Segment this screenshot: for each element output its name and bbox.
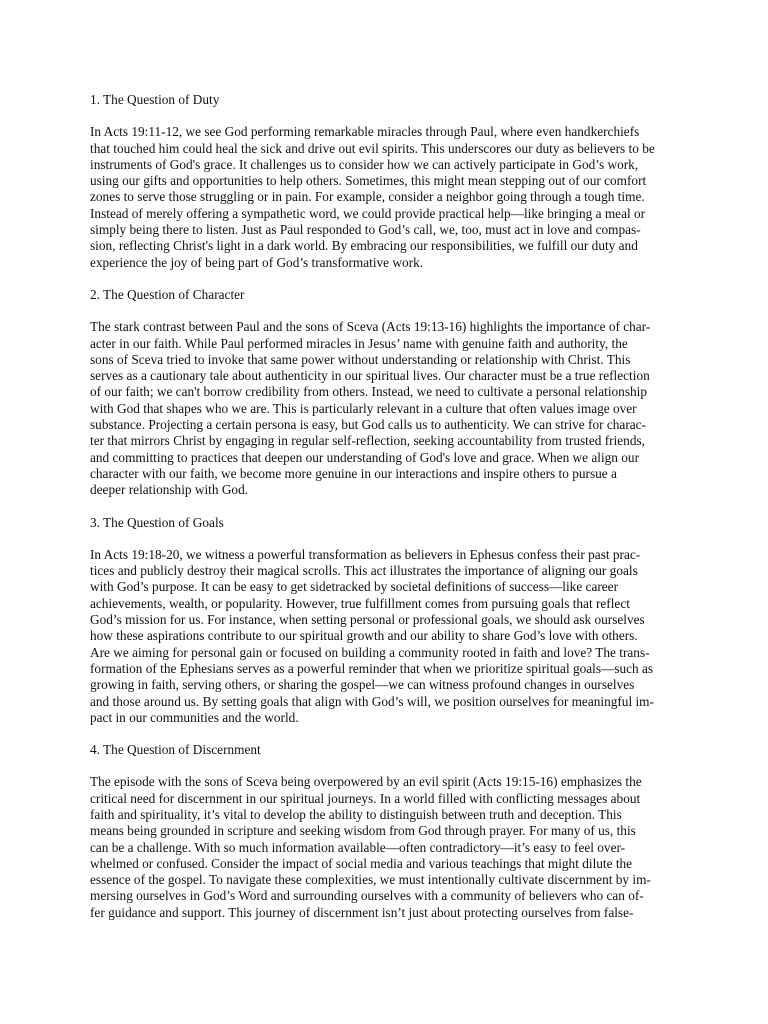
- paragraph-line: formation of the Ephesians serves as a powerful reminder that when we prioritize spiritual goals—such as: [90, 660, 654, 676]
- paragraph-line: with God that shapes who we are. This is particularly relevant in a culture that often values image over: [90, 400, 637, 416]
- paragraph-line: mersing ourselves in God’s Word and surrounding ourselves with a community of believers who can of-: [90, 888, 644, 904]
- paragraph-line: fer guidance and support. This journey of discernment isn’t just about protecting ourselves from false-: [90, 904, 634, 920]
- paragraph-line: Instead of merely offering a sympathetic word, we could provide practical help—like bringing a meal or: [90, 205, 646, 221]
- paragraph-line: growing in faith, serving others, or sharing the gospel—we can witness profound changes in ourselves: [90, 677, 635, 693]
- paragraph-line: substance. Projecting a certain persona is easy, but God calls us to authenticity. We can strive for charac-: [90, 417, 646, 433]
- paragraph-line: serves as a cautionary tale about authenticity in our spiritual lives. Our character must be a true reflection: [90, 368, 650, 384]
- section-heading: 1. The Question of Duty: [90, 92, 220, 107]
- paragraph-line: essence of the gospel. To navigate these complexities, we must intentionally cultivate discernment by im-: [90, 872, 651, 888]
- paragraph-line: zones to serve those struggling or in pain. For example, consider a neighbor going through a tough time.: [90, 189, 645, 205]
- paragraph-line: ter that mirrors Christ by engaging in regular self-reflection, seeking accountability from trusted friends,: [90, 433, 645, 449]
- paragraph-line: character with our faith, we become more genuine in our interactions and inspire others to pursue a: [90, 465, 617, 481]
- section-paragraph: [90, 124, 680, 271]
- paragraph-line: acter in our faith. While Paul performed miracles in Jesus’ name with genuine faith and authority, the: [90, 335, 628, 351]
- document-page: [90, 92, 680, 937]
- paragraph-line: of our faith; we can't borrow credibility from others. Instead, we need to cultivate a personal relationship: [90, 384, 647, 400]
- paragraph-line: In Acts 19:18-20, we witness a powerful transformation as believers in Ephesus confess their past prac-: [90, 546, 641, 562]
- paragraph-line: and those around us. By setting goals that align with God’s will, we position ourselves for meaningful im-: [90, 693, 654, 709]
- section-duty: [90, 92, 680, 271]
- section-heading: 2. The Question of Character: [90, 286, 245, 302]
- paragraph-line: Are we aiming for personal gain or focused on building a community rooted in faith and love? The trans-: [90, 644, 650, 660]
- paragraph-line: deeper relationship with God.: [90, 482, 249, 498]
- paragraph-line: tices and publicly destroy their magical scrolls. This act illustrates the importance of aligning our goals: [90, 563, 638, 579]
- paragraph-line: faith and spirituality, it’s vital to develop the ability to distinguish between truth and deception. This: [90, 806, 622, 822]
- paragraph-line: simply being there to listen. Just as Paul responded to God’s call, we, too, must act in love and compas-: [90, 222, 641, 238]
- section-paragraph: [90, 547, 680, 726]
- section-paragraph: [90, 774, 680, 921]
- paragraph-line: sion, reflecting Christ's light in a dark world. By embracing our responsibilities, we fulfill our duty and: [90, 238, 638, 254]
- paragraph-line: means being grounded in scripture and seeking wisdom from God through prayer. For many of us, this: [90, 823, 636, 839]
- paragraph-line: critical need for discernment in our spiritual journeys. In a world filled with conflicting messages about: [90, 790, 641, 806]
- paragraph-line: and committing to practices that deepen our understanding of God's love and grace. When we align our: [90, 449, 640, 465]
- paragraph-line: achievements, wealth, or popularity. However, true fulfillment comes from pursuing goals that reflect: [90, 595, 630, 611]
- paragraph-line: pact in our communities and the world.: [90, 709, 299, 725]
- section-character: [90, 287, 680, 499]
- section-goals: [90, 515, 680, 727]
- paragraph-line: The stark contrast between Paul and the sons of Sceva (Acts 19:13-16) highlights the importance of char-: [90, 319, 651, 335]
- paragraph-line: experience the joy of being part of God’s transformative work.: [90, 254, 424, 270]
- section-heading: 4. The Question of Discernment: [90, 742, 261, 758]
- paragraph-line: that touched him could heal the sick and drive out evil spirits. This underscores our duty as believers to be: [90, 140, 655, 156]
- paragraph-line: sons of Sceva tried to invoke that same power without understanding or relationship with Christ. This: [90, 351, 631, 367]
- paragraph-line: how these aspirations contribute to our spiritual growth and our ability to share God’s love with others.: [90, 628, 638, 644]
- section-discernment: [90, 742, 680, 921]
- section-heading: 3. The Question of Goals: [90, 514, 224, 530]
- paragraph-line: In Acts 19:11-12, we see God performing remarkable miracles through Paul, where even handkerchiefs: [90, 124, 640, 140]
- paragraph-line: The episode with the sons of Sceva being overpowered by an evil spirit (Acts 19:15-16) emphasizes the: [90, 774, 642, 790]
- section-paragraph: [90, 319, 680, 498]
- paragraph-line: instruments of God's grace. It challenges us to consider how we can actively participate in God’s work,: [90, 156, 639, 172]
- paragraph-line: with God’s purpose. It can be easy to get sidetracked by societal definitions of success—like career: [90, 579, 619, 595]
- paragraph-line: God’s mission for us. For instance, when setting personal or professional goals, we should ask ourselves: [90, 612, 645, 628]
- paragraph-line: using our gifts and opportunities to help others. Sometimes, this might mean stepping out of our comfort: [90, 173, 647, 189]
- paragraph-line: whelmed or confused. Consider the impact of social media and various teachings that might dilute the: [90, 855, 633, 871]
- paragraph-line: can be a challenge. With so much information available—often contradictory—it’s easy to feel over-: [90, 839, 626, 855]
